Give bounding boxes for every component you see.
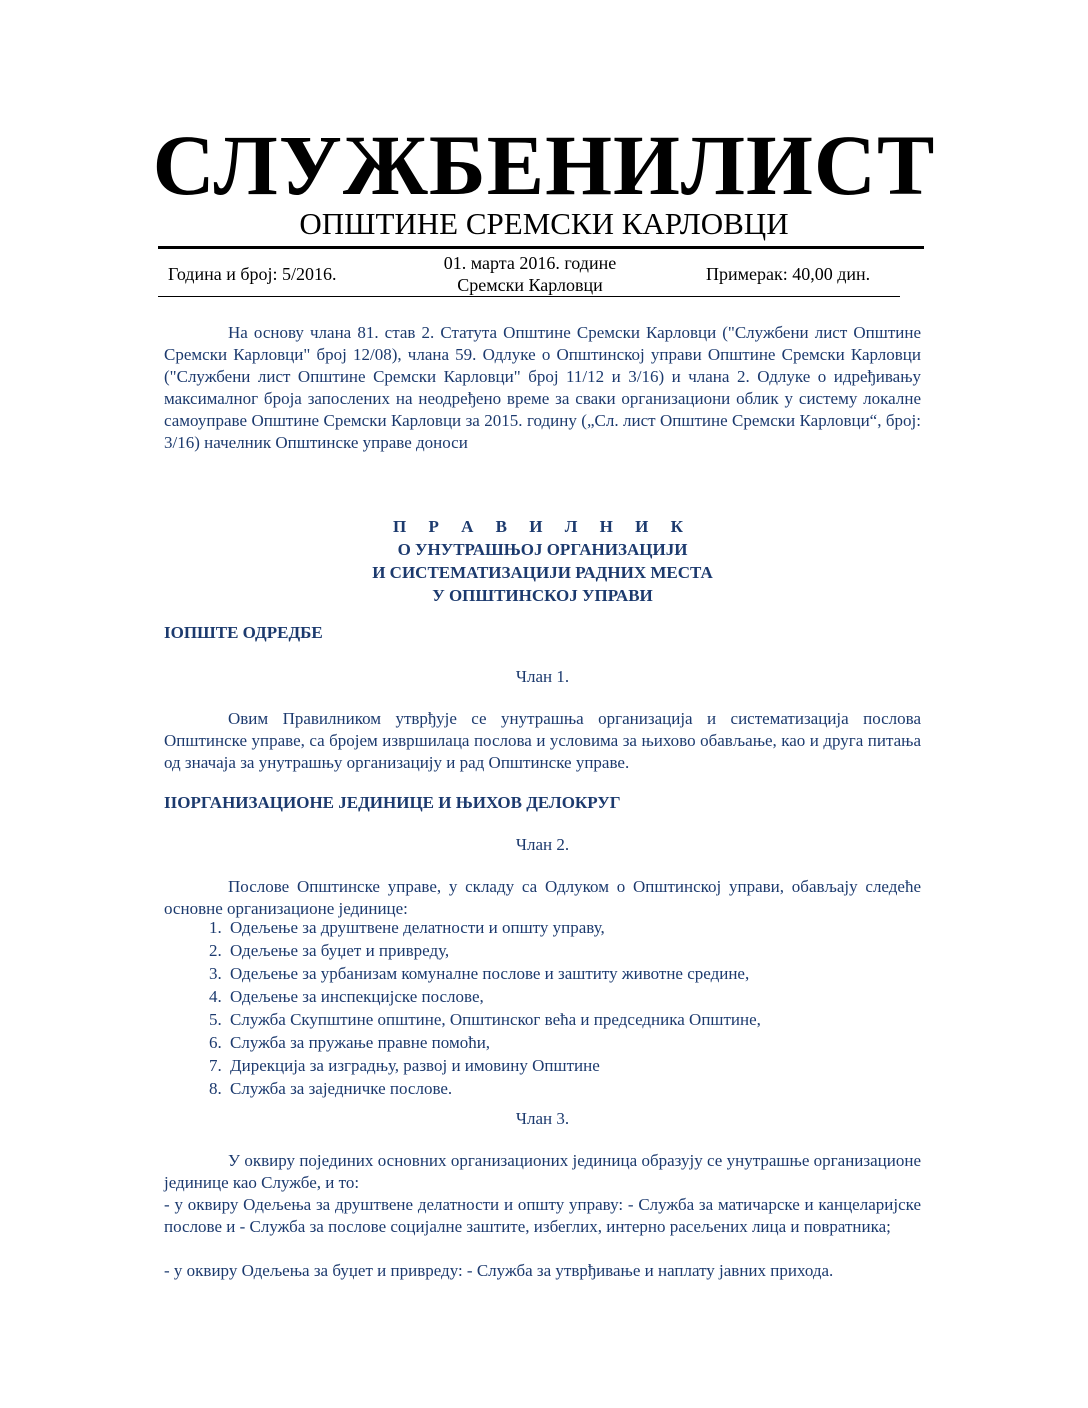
document-title-line-1: П Р А В И Л Н И К (393, 517, 692, 536)
article-2-intro: Послове Општинске управе, у складу са Одлуком о Општинској управи, обављају следеће основне организационе јединице: (164, 877, 921, 918)
document-title-line-3: И СИСТЕМАТИЗАЦИЈИ РАДНИХ МЕСТА (372, 563, 713, 582)
preamble-paragraph: На основу члана 81. став 2. Статута Општине Сремски Карловци ("Службени лист Општине Сремски Карловци" број 12/08), члана 59. Одлуке о Општинској управи Општине Сремски Карловци ("Службени лист Општине Сремски Карловци" број 11/12 и 3/16) и члана 2. Одлуке о идређивању максималног броја запослених на неодређено време за сваки организациони облик у систему локалне самоуправе Општине Сремски Карловци за 2015. годину („Сл. лист Општине Сремски Карловци“, број: 3/16) начелник Општинске управе доноси (164, 323, 921, 452)
issue-place: Сремски Карловци (457, 275, 603, 295)
masthead-rule-bottom (158, 296, 900, 297)
masthead-rule-top (158, 246, 924, 249)
list-item: 7. Дирекција за изградњу, развој и имовину Општине (226, 1054, 926, 1077)
organizational-units-list (164, 916, 926, 1100)
list-item: 4. Одељење за инспекцијске послове, (226, 985, 926, 1008)
list-item: 1. Одељење за друштвене делатности и општу управу, (226, 916, 926, 939)
document-title (164, 515, 921, 607)
article-3-item-2: - у оквиру Одељења за буџет и привреду: - Служба за утврђивање и наплату јавних прихода. (164, 1261, 834, 1280)
issue-number: Година и број: 5/2016. (168, 264, 337, 284)
document-title-line-4: У ОПШТИНСКОЈ УПРАВИ (432, 586, 653, 605)
article-1-label: Члан 1. (515, 667, 570, 686)
gazette-subtitle: ОПШТИНЕ СРЕМСКИ КАРЛОВЦИ (299, 206, 789, 241)
list-item: 3. Одељење за урбанизам комуналне послове и заштиту животне средине, (226, 962, 926, 985)
issue-price: Примерак: 40,00 дин. (706, 264, 871, 284)
list-item: 5. Служба Скупштине општине, Општинског већа и председника Општине, (226, 1008, 926, 1031)
article-3-intro: У оквиру појединих основних организационих јединица образују се унутрашње организационе јединице као Службе, и то: (164, 1151, 921, 1192)
section-heading-2: IIОРГАНИЗАЦИОНЕ ЈЕДИНИЦЕ И ЊИХОВ ДЕЛОКРУГ (164, 793, 621, 812)
article-2-label: Члан 2. (515, 835, 570, 854)
section-heading-1: IОПШТЕ ОДРЕДБЕ (164, 623, 323, 642)
list-item: 8. Служба за заједничке послове. (226, 1077, 926, 1100)
list-item: 6. Служба за пружање правне помоћи, (226, 1031, 926, 1054)
document-title-line-2: О УНУТРАШЊОЈ ОРГАНИЗАЦИЈИ (397, 540, 688, 559)
issue-date: 01. марта 2016. године (443, 253, 617, 273)
article-3-label: Члан 3. (515, 1109, 570, 1128)
article-1-text: Овим Правилником утврђује се унутрашња организација и систематизација послова Општинске управе, са бројем извршилаца послова и условима за њихово обављање, као и друга питања од значаја за унутрашњу организацију и рад Општинске управе. (164, 709, 921, 772)
issue-date-place (400, 252, 660, 296)
article-3-item-1: - у оквиру Одељења за друштвене делатности и општу управу: - Служба за матичарске и канцеларијске послове и - Служба за послове социјалне заштите, избеглих, интерно расељених лица и повратника; (164, 1195, 921, 1236)
gazette-title: СЛУЖБЕНИЛИСТ (152, 117, 936, 213)
list-item: 2. Одељење за буџет и привреду, (226, 939, 926, 962)
